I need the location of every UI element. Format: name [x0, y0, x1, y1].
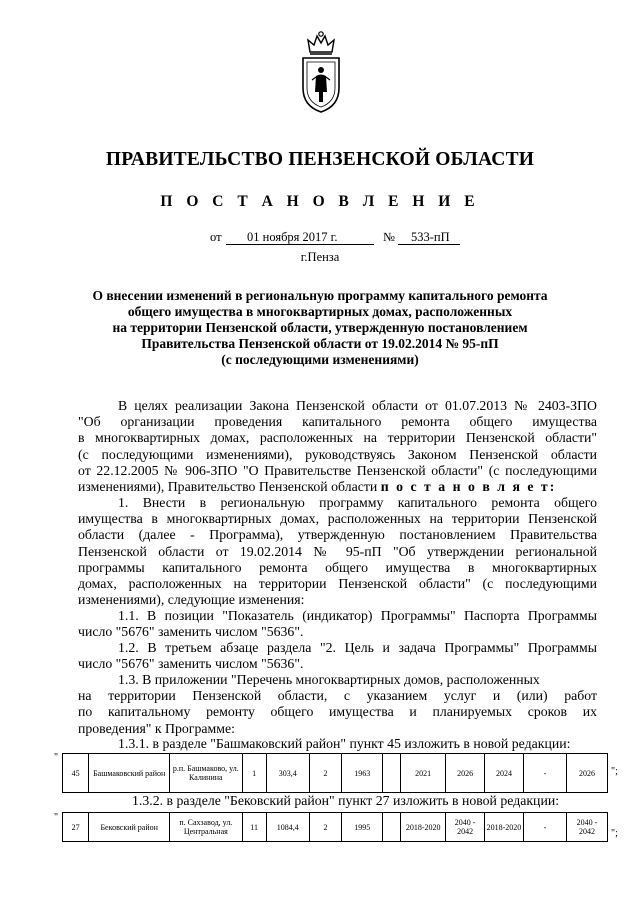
point-1-1-line: 1.1. В позиции "Показатель (индикатор) Программы" Паспорта Программы — [118, 608, 597, 623]
table-cell: 2 — [309, 754, 342, 793]
table-cell: п. Сахзавод, ул. Центральная — [170, 813, 242, 842]
title-line: на территории Пензенской области, утвержденную постановлением — [112, 320, 528, 335]
table-cell: 2018-2020 — [401, 813, 446, 842]
document-type: П О С Т А Н О В Л Е Н И Е — [160, 193, 480, 210]
point-1-line: Пензенской области от 19.02.2014 № 95-пП "Об утверждении региональной — [78, 543, 597, 559]
table-2-open-quote: " — [54, 812, 59, 823]
table-cell: 1963 — [342, 754, 383, 793]
date-underline — [226, 244, 374, 245]
table-1-open-quote: " — [54, 752, 59, 763]
table-cell: 2040 - 2042 — [446, 813, 485, 842]
table-cell: 11 — [242, 813, 266, 842]
intro-line: в многоквартирных домах, расположенных на территории Пензенской области" — [78, 430, 597, 446]
point-1-3-line: проведения" к Программе: — [78, 720, 235, 736]
title-line: (с последующими изменениями) — [221, 352, 419, 367]
intro-line: (с последующими изменениями), руководствуясь Законом Пензенской области — [78, 446, 597, 462]
point-1-1 — [78, 608, 597, 640]
table-cell: - — [523, 754, 566, 793]
table-cell: 2026 — [566, 754, 607, 793]
title-line: О внесении изменений в региональную программу капитального ремонта — [92, 288, 548, 303]
table-cell: 1 — [242, 754, 266, 793]
point-1-3-line: 1.3. В приложении "Перечень многоквартирных домов, расположенных — [118, 672, 540, 687]
point-1-2-line: число "5676" заменить числом "5636". — [78, 656, 304, 672]
table-cell: 303,4 — [266, 754, 309, 793]
table-cell — [383, 813, 401, 842]
table-cell: 1995 — [342, 813, 383, 842]
table-1 — [62, 753, 608, 793]
document-title — [0, 288, 640, 368]
organization-name: ПРАВИТЕЛЬСТВО ПЕНЗЕНСКОЙ ОБЛАСТИ — [105, 149, 535, 170]
point-1-line: домах, расположенных на территории Пензенской области" (с последующими — [78, 576, 597, 592]
intro-line: В целях реализации Закона Пензенской области от 01.07.2013 № 2403-ЗПО — [118, 398, 597, 413]
point-1 — [78, 495, 597, 608]
table-cell: 2021 — [401, 754, 446, 793]
coat-of-arms-icon — [298, 30, 344, 114]
point-1-3 — [78, 672, 597, 737]
intro-line: изменениями), Правительство Пензенской области — [78, 479, 378, 495]
point-1-1-line: число "5676" заменить числом "5636". — [78, 624, 304, 640]
intro-line-last — [78, 479, 597, 495]
document-date: 01 ноября 2017 г. — [247, 230, 338, 244]
table-cell: 45 — [63, 754, 89, 793]
table-cell: 2024 — [485, 754, 524, 793]
table-cell: 2040 - 2042 — [566, 813, 607, 842]
table-row — [63, 813, 608, 842]
table-cell: 27 — [63, 813, 89, 842]
point-1-line: 1. Внести в региональную программу капитального ремонта общего — [118, 495, 597, 510]
table-cell: р.п. Башмаково, ул. Калинина — [170, 754, 242, 793]
title-line: общего имущества в многоквартирных домах, расположенных — [127, 304, 513, 319]
point-1-3-1: 1.3.1. в разделе "Башмаковский район" пункт 45 изложить в новой редакции: — [118, 736, 571, 751]
table-cell — [383, 754, 401, 793]
table-cell: 2018-2020 — [485, 813, 524, 842]
intro-paragraph — [78, 398, 597, 495]
table-cell: 1084,4 — [266, 813, 309, 842]
table-cell: Бековский район — [89, 813, 170, 842]
point-1-2-line: 1.2. В третьем абзаце раздела "2. Цель и задача Программы" Программы — [118, 640, 597, 655]
document-number: 533-пП — [411, 230, 450, 244]
city: г.Пенза — [300, 250, 340, 264]
intro-line: от 22.12.2005 № 906-ЗПО "О Правительстве Пензенской области" (с последующими — [78, 462, 597, 478]
point-1-3-line: на территории Пензенской области, с указанием услуг и (или) работ — [78, 688, 597, 704]
point-1-line: имущества в многоквартирных домах, расположенных на территории Пензенской — [78, 511, 597, 527]
number-prefix: № — [383, 230, 395, 244]
table-cell: - — [523, 813, 566, 842]
number-underline — [398, 244, 460, 245]
title-line: Правительства Пензенской области от 19.02.2014 № 95-пП — [141, 336, 499, 351]
point-1-line: изменениями), следующие изменения: — [78, 592, 305, 608]
point-1-3-line: по капитальному ремонту общего имущества и планируемых сроков их — [78, 704, 597, 720]
table-cell: 2 — [309, 813, 342, 842]
point-1-2 — [78, 640, 597, 672]
table-2-close-quote: "; — [611, 828, 618, 839]
table-cell: 2026 — [446, 754, 485, 793]
decree-word: п о с т а н о в л я е т: — [380, 479, 557, 495]
table-cell: Башмаковский район — [89, 754, 170, 793]
point-1-line: области (далее - Программа), утвержденную постановлением Правительства — [78, 527, 597, 543]
point-1-3-2: 1.3.2. в разделе "Бековский район" пункт 27 изложить в новой редакции: — [132, 793, 560, 808]
date-prefix: от — [210, 230, 222, 244]
table-row — [63, 754, 608, 793]
point-1-line: программы капитального ремонта общего имущества в многоквартирных — [78, 559, 597, 575]
table-2 — [62, 812, 608, 842]
intro-line: "Об организации проведения капитального ремонта общего имущества — [78, 414, 597, 430]
table-1-close-quote: "; — [611, 766, 618, 777]
